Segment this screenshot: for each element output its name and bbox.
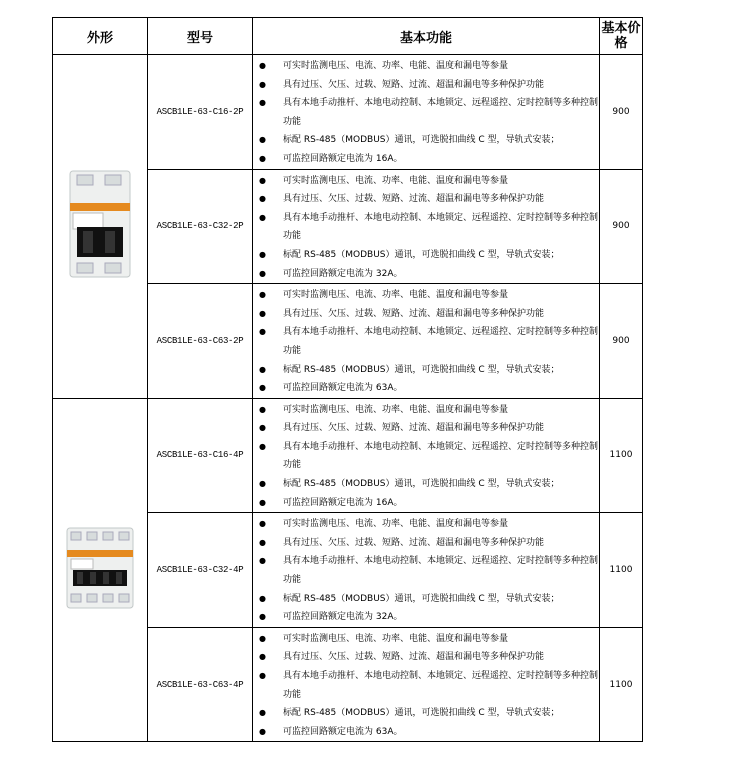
feature-item: ● 具有本地手动推杆、本地电动控制、本地锁定、远程遥控、定时控制等多种控制功能 [253, 667, 599, 704]
feature-item: ● 具有本地手动推杆、本地电动控制、本地锁定、远程遥控、定时控制等多种控制功能 [253, 552, 599, 589]
model-cell: ASCB1LE-63-C32-2P [148, 169, 253, 284]
price-cell: 1100 [600, 513, 643, 628]
function-cell [253, 398, 600, 513]
product-image-2p [53, 55, 148, 399]
feature-item: ● 可监控回路额定电流为 63A。 [253, 723, 599, 742]
breaker-4p-image [65, 526, 135, 610]
price-cell: 900 [600, 55, 643, 170]
feature-item: ● 具有本地手动推杆、本地电动控制、本地锁定、远程遥控、定时控制等多种控制功能 [253, 438, 599, 475]
feature-item: ● 可实时监测电压、电流、功率、电能、温度和漏电等参量 [253, 515, 599, 534]
header-appearance: 外形 [53, 18, 148, 55]
feature-item: ● 具有过压、欠压、过载、短路、过流、超温和漏电等多种保护功能 [253, 190, 599, 209]
feature-item: ● 可实时监测电压、电流、功率、电能、温度和漏电等参量 [253, 57, 599, 76]
model-cell: ASCB1LE-63-C32-4P [148, 513, 253, 628]
feature-item: ● 标配 RS-485（MODBUS）通讯，可选脱扣曲线 C 型，导轨式安装； [253, 246, 599, 265]
product-image-4p [53, 398, 148, 742]
feature-item: ● 标配 RS-485（MODBUS）通讯，可选脱扣曲线 C 型，导轨式安装； [253, 475, 599, 494]
function-cell [253, 627, 600, 742]
feature-item: ● 具有本地手动推杆、本地电动控制、本地锁定、远程遥控、定时控制等多种控制功能 [253, 323, 599, 360]
price-cell: 900 [600, 169, 643, 284]
function-cell [253, 55, 600, 170]
feature-item: ● 具有过压、欠压、过载、短路、过流、超温和漏电等多种保护功能 [253, 419, 599, 438]
header-row [53, 18, 643, 55]
feature-item: ● 可实时监测电压、电流、功率、电能、温度和漏电等参量 [253, 630, 599, 649]
feature-item: ● 标配 RS-485（MODBUS）通讯，可选脱扣曲线 C 型，导轨式安装； [253, 361, 599, 380]
table-row [53, 398, 643, 513]
model-cell: ASCB1LE-63-C16-2P [148, 55, 253, 170]
feature-item: ● 具有过压、欠压、过载、短路、过流、超温和漏电等多种保护功能 [253, 305, 599, 324]
header-price: 基本价格 [600, 18, 643, 55]
table-row [53, 55, 643, 170]
feature-item: ● 可实时监测电压、电流、功率、电能、温度和漏电等参量 [253, 286, 599, 305]
price-cell: 900 [600, 284, 643, 399]
feature-item: ● 可监控回路额定电流为 63A。 [253, 379, 599, 398]
header-model: 型号 [148, 18, 253, 55]
feature-item: ● 具有过压、欠压、过载、短路、过流、超温和漏电等多种保护功能 [253, 534, 599, 553]
product-spec-table [52, 17, 643, 742]
header-function: 基本功能 [253, 18, 600, 55]
feature-item: ● 具有过压、欠压、过载、短路、过流、超温和漏电等多种保护功能 [253, 648, 599, 667]
breaker-2p-image [67, 169, 133, 279]
feature-item: ● 可实时监测电压、电流、功率、电能、温度和漏电等参量 [253, 172, 599, 191]
function-cell [253, 513, 600, 628]
feature-item: ● 具有本地手动推杆、本地电动控制、本地锁定、远程遥控、定时控制等多种控制功能 [253, 94, 599, 131]
model-cell: ASCB1LE-63-C63-2P [148, 284, 253, 399]
feature-item: ● 可监控回路额定电流为 16A。 [253, 150, 599, 169]
feature-item: ● 可监控回路额定电流为 32A。 [253, 608, 599, 627]
feature-item: ● 具有本地手动推杆、本地电动控制、本地锁定、远程遥控、定时控制等多种控制功能 [253, 209, 599, 246]
feature-item: ● 标配 RS-485（MODBUS）通讯，可选脱扣曲线 C 型，导轨式安装； [253, 590, 599, 609]
feature-item: ● 具有过压、欠压、过载、短路、过流、超温和漏电等多种保护功能 [253, 76, 599, 95]
feature-item: ● 可监控回路额定电流为 16A。 [253, 494, 599, 513]
function-cell [253, 284, 600, 399]
feature-item: ● 可监控回路额定电流为 32A。 [253, 265, 599, 284]
feature-item: ● 标配 RS-485（MODBUS）通讯，可选脱扣曲线 C 型，导轨式安装； [253, 704, 599, 723]
function-cell [253, 169, 600, 284]
model-cell: ASCB1LE-63-C63-4P [148, 627, 253, 742]
price-cell: 1100 [600, 398, 643, 513]
feature-item: ● 可实时监测电压、电流、功率、电能、温度和漏电等参量 [253, 401, 599, 420]
model-cell: ASCB1LE-63-C16-4P [148, 398, 253, 513]
feature-item: ● 标配 RS-485（MODBUS）通讯，可选脱扣曲线 C 型，导轨式安装； [253, 131, 599, 150]
price-cell: 1100 [600, 627, 643, 742]
